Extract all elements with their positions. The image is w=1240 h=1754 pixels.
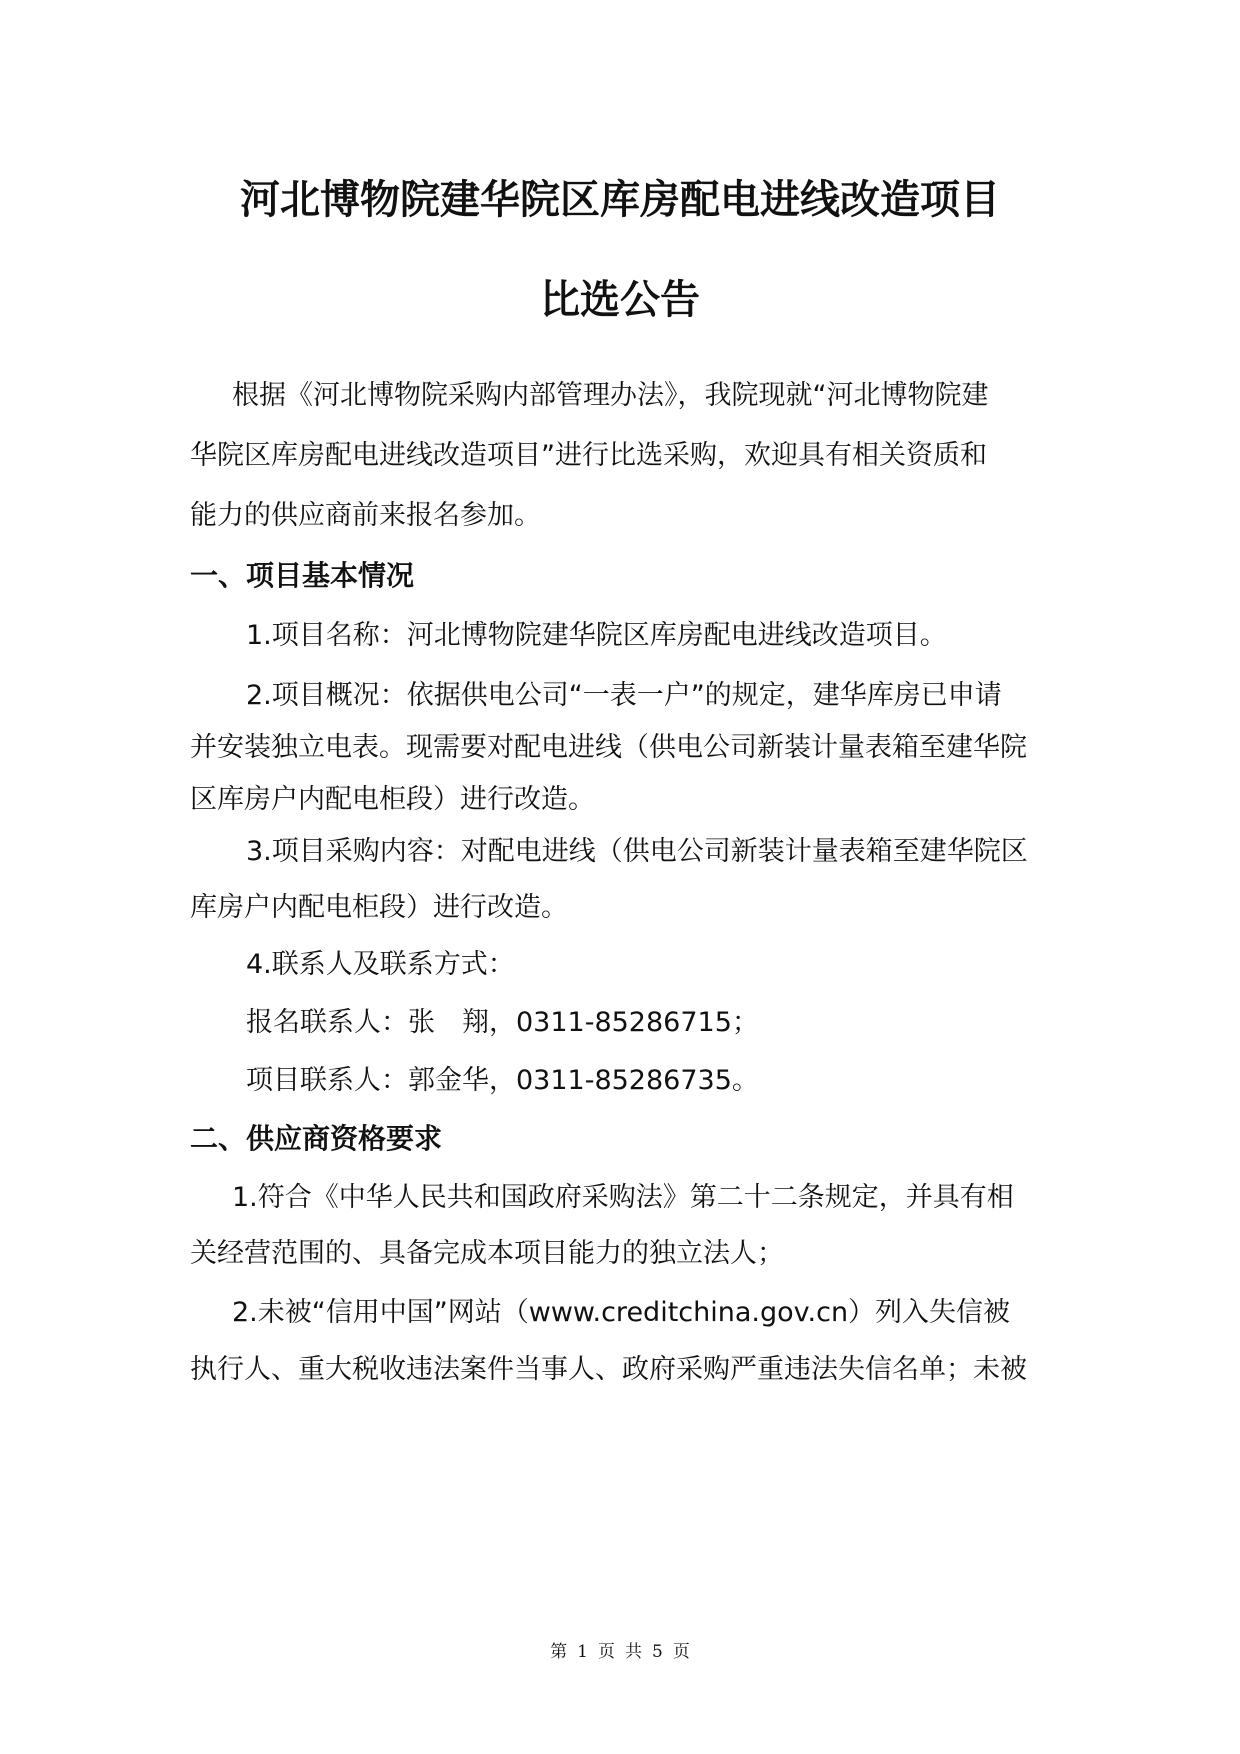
section1-item4: 4.联系人及联系方式： — [246, 949, 515, 980]
section2-item2-line1: 2.未被“信用中国”网站（www.creditchina.gov.cn）列入失信被 — [232, 1297, 1011, 1328]
contact-signup: 报名联系人：张 翔，0311-85286715； — [246, 1007, 759, 1038]
footer-label-page: 第 — [550, 1642, 568, 1662]
footer-label-total: 共 — [625, 1642, 642, 1662]
section2-item1-line2: 关经营范围的、具备完成本项目能力的独立法人； — [190, 1238, 784, 1269]
section1-item2-line3: 区库房户内配电柜段）进行改造。 — [190, 784, 595, 815]
section1-item2-line1: 2.项目概况：依据供电公司“一表一户”的规定，建华库房已申请 — [246, 680, 1002, 711]
intro-line-1: 根据《河北博物院采购内部管理办法》，我院现就“河北博物院建 — [232, 380, 989, 411]
section1-item2-line2: 并安装独立电表。现需要对配电进线（供电公司新装计量表箱至建华院 — [190, 732, 1027, 763]
intro-line-3: 能力的供应商前来报名参加。 — [190, 500, 541, 531]
document-title-line1: 河北博物院建华院区库房配电进线改造项目 — [240, 177, 1000, 223]
section2-item2-line2: 执行人、重大税收违法案件当事人、政府采购严重违法失信名单；未被 — [190, 1354, 1027, 1385]
footer-label-page-unit: 页 — [598, 1642, 615, 1662]
section1-heading: 一、项目基本情况 — [190, 559, 415, 592]
section1-item1: 1.项目名称：河北博物院建华院区库房配电进线改造项目。 — [246, 620, 947, 651]
section1-item3-line1: 3.项目采购内容：对配电进线（供电公司新装计量表箱至建华院区 — [246, 836, 1028, 867]
contact-project: 项目联系人：郭金华，0311-85286735。 — [246, 1065, 759, 1096]
page-footer — [0, 1640, 1240, 1664]
section2-item1-line1: 1.符合《中华人民共和国政府采购法》第二十二条规定，并具有相 — [232, 1182, 1014, 1213]
document-title-line2: 比选公告 — [540, 277, 700, 323]
section1-item3-line2: 库房户内配电柜段）进行改造。 — [190, 892, 568, 923]
section2-heading: 二、供应商资格要求 — [190, 1122, 443, 1155]
intro-line-2: 华院区库房配电进线改造项目”进行比选采购，欢迎具有相关资质和 — [190, 440, 987, 471]
footer-label-total-unit: 页 — [672, 1642, 690, 1662]
footer-total-pages: 5 — [652, 1642, 663, 1662]
footer-current-page: 1 — [577, 1642, 588, 1662]
